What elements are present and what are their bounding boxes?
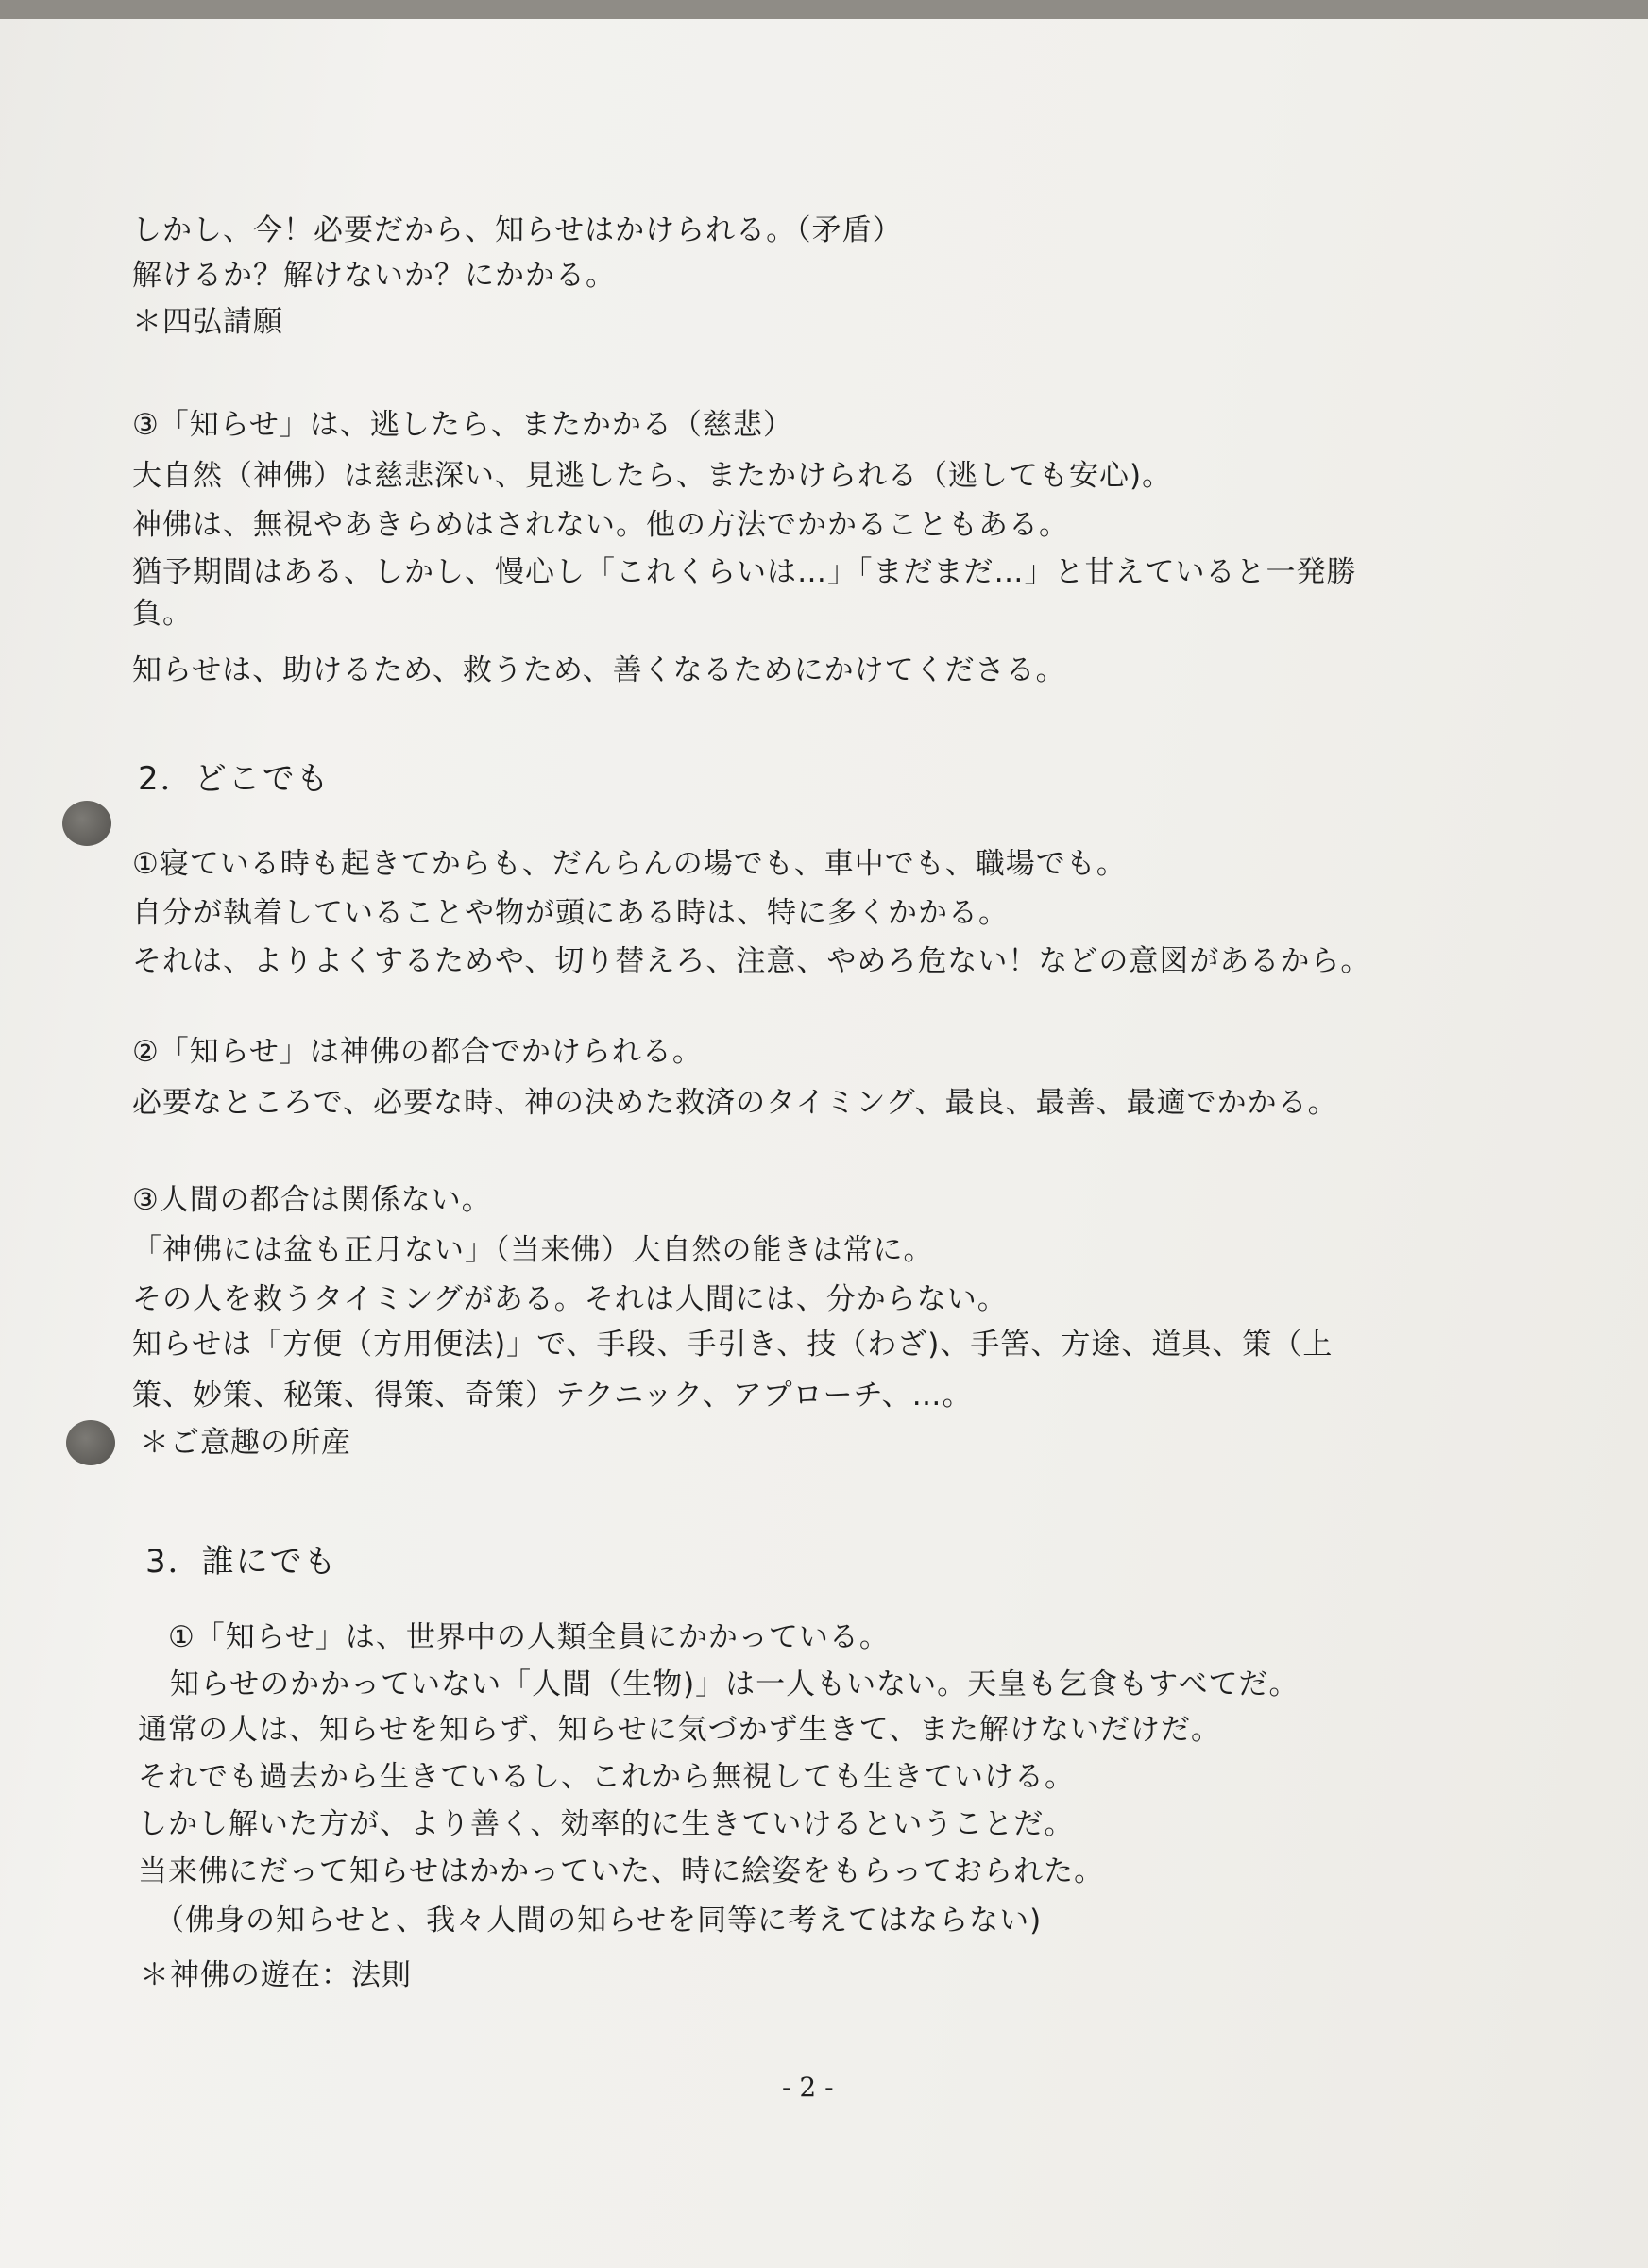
section-heading: 3．誰にでも	[145, 1543, 338, 1581]
note-line: ＊神佛の遊在：法則	[140, 1958, 412, 1992]
section-heading: 2．どこでも	[138, 760, 331, 798]
page-number: - 2 -	[782, 2072, 834, 2103]
text-line: 自分が執着していることや物が頭にある時は、特に多くかかる。	[132, 896, 1009, 930]
text-line: 負。	[132, 597, 193, 631]
text-line: 知らせは「方便（方用便法)」で、手段、手引き、技（わざ)、手筈、方途、道具、策（上	[132, 1328, 1334, 1362]
background-edge	[0, 0, 1648, 19]
text-line: 通常の人は、知らせを知らず、知らせに気づかず生きて、また解けないだけだ。	[138, 1713, 1222, 1747]
text-line: 猶予期間はある、しかし、慢心し「これくらいは…」「まだまだ…」と甘えていると一発勝	[132, 555, 1357, 589]
text-line: 「神佛には盆も正月ない」（当来佛）大自然の能きは常に。	[132, 1233, 934, 1267]
text-line: それは、よりよくするためや、切り替えろ、注意、やめろ危ない！などの意図があるから。	[132, 944, 1371, 978]
text-line: 知らせのかかっていない「人間（生物)」は一人もいない。天皇も乞食もすべてだ。	[170, 1667, 1300, 1701]
text-line: 必要なところで、必要な時、神の決めた救済のタイミング、最良、最善、最適でかかる。	[132, 1086, 1338, 1120]
text-line: 策、妙策、秘策、得策、奇策）テクニック、アプローチ、…。	[132, 1379, 973, 1413]
note-line: ＊四弘請願	[132, 305, 283, 339]
text-line: その人を救うタイミングがある。それは人間には、分からない。	[132, 1282, 1008, 1316]
text-line: それでも過去から生きているし、これから無視しても生きていける。	[138, 1760, 1075, 1794]
text-line: しかし解いた方が、より善く、効率的に生きていけるということだ。	[138, 1807, 1075, 1841]
punch-hole	[66, 1420, 115, 1465]
text-line: ①寝ている時も起きてからも、だんらんの場でも、車中でも、職場でも。	[132, 847, 1127, 881]
text-line: （佛身の知らせと、我々人間の知らせを同等に考えてはならない)	[155, 1904, 1043, 1938]
text-line: しかし、今！必要だから、知らせはかけられる。（矛盾）	[132, 213, 903, 247]
text-line: ①「知らせ」は、世界中の人類全員にかかっている。	[168, 1620, 890, 1654]
text-line: 大自然（神佛）は慈悲深い、見逃したら、またかけられる（逃しても安心)。	[132, 459, 1173, 493]
text-line: 知らせは、助けるため、救うため、善くなるためにかけてくださる。	[132, 653, 1066, 687]
text-line: 神佛は、無視やあきらめはされない。他の方法でかかることもある。	[132, 508, 1069, 542]
text-line: ②「知らせ」は神佛の都合でかけられる。	[132, 1035, 703, 1069]
note-line: ＊ご意趣の所産	[140, 1426, 351, 1460]
punch-hole	[62, 801, 111, 846]
text-line: ③「知らせ」は、逃したら、またかかる（慈悲）	[132, 408, 793, 442]
text-line: 解けるか？解けないか？にかかる。	[132, 259, 616, 293]
text-line: ③人間の都合は関係ない。	[132, 1183, 492, 1217]
text-line: 当来佛にだって知らせはかかっていた、時に絵姿をもらっておられた。	[138, 1854, 1105, 1888]
